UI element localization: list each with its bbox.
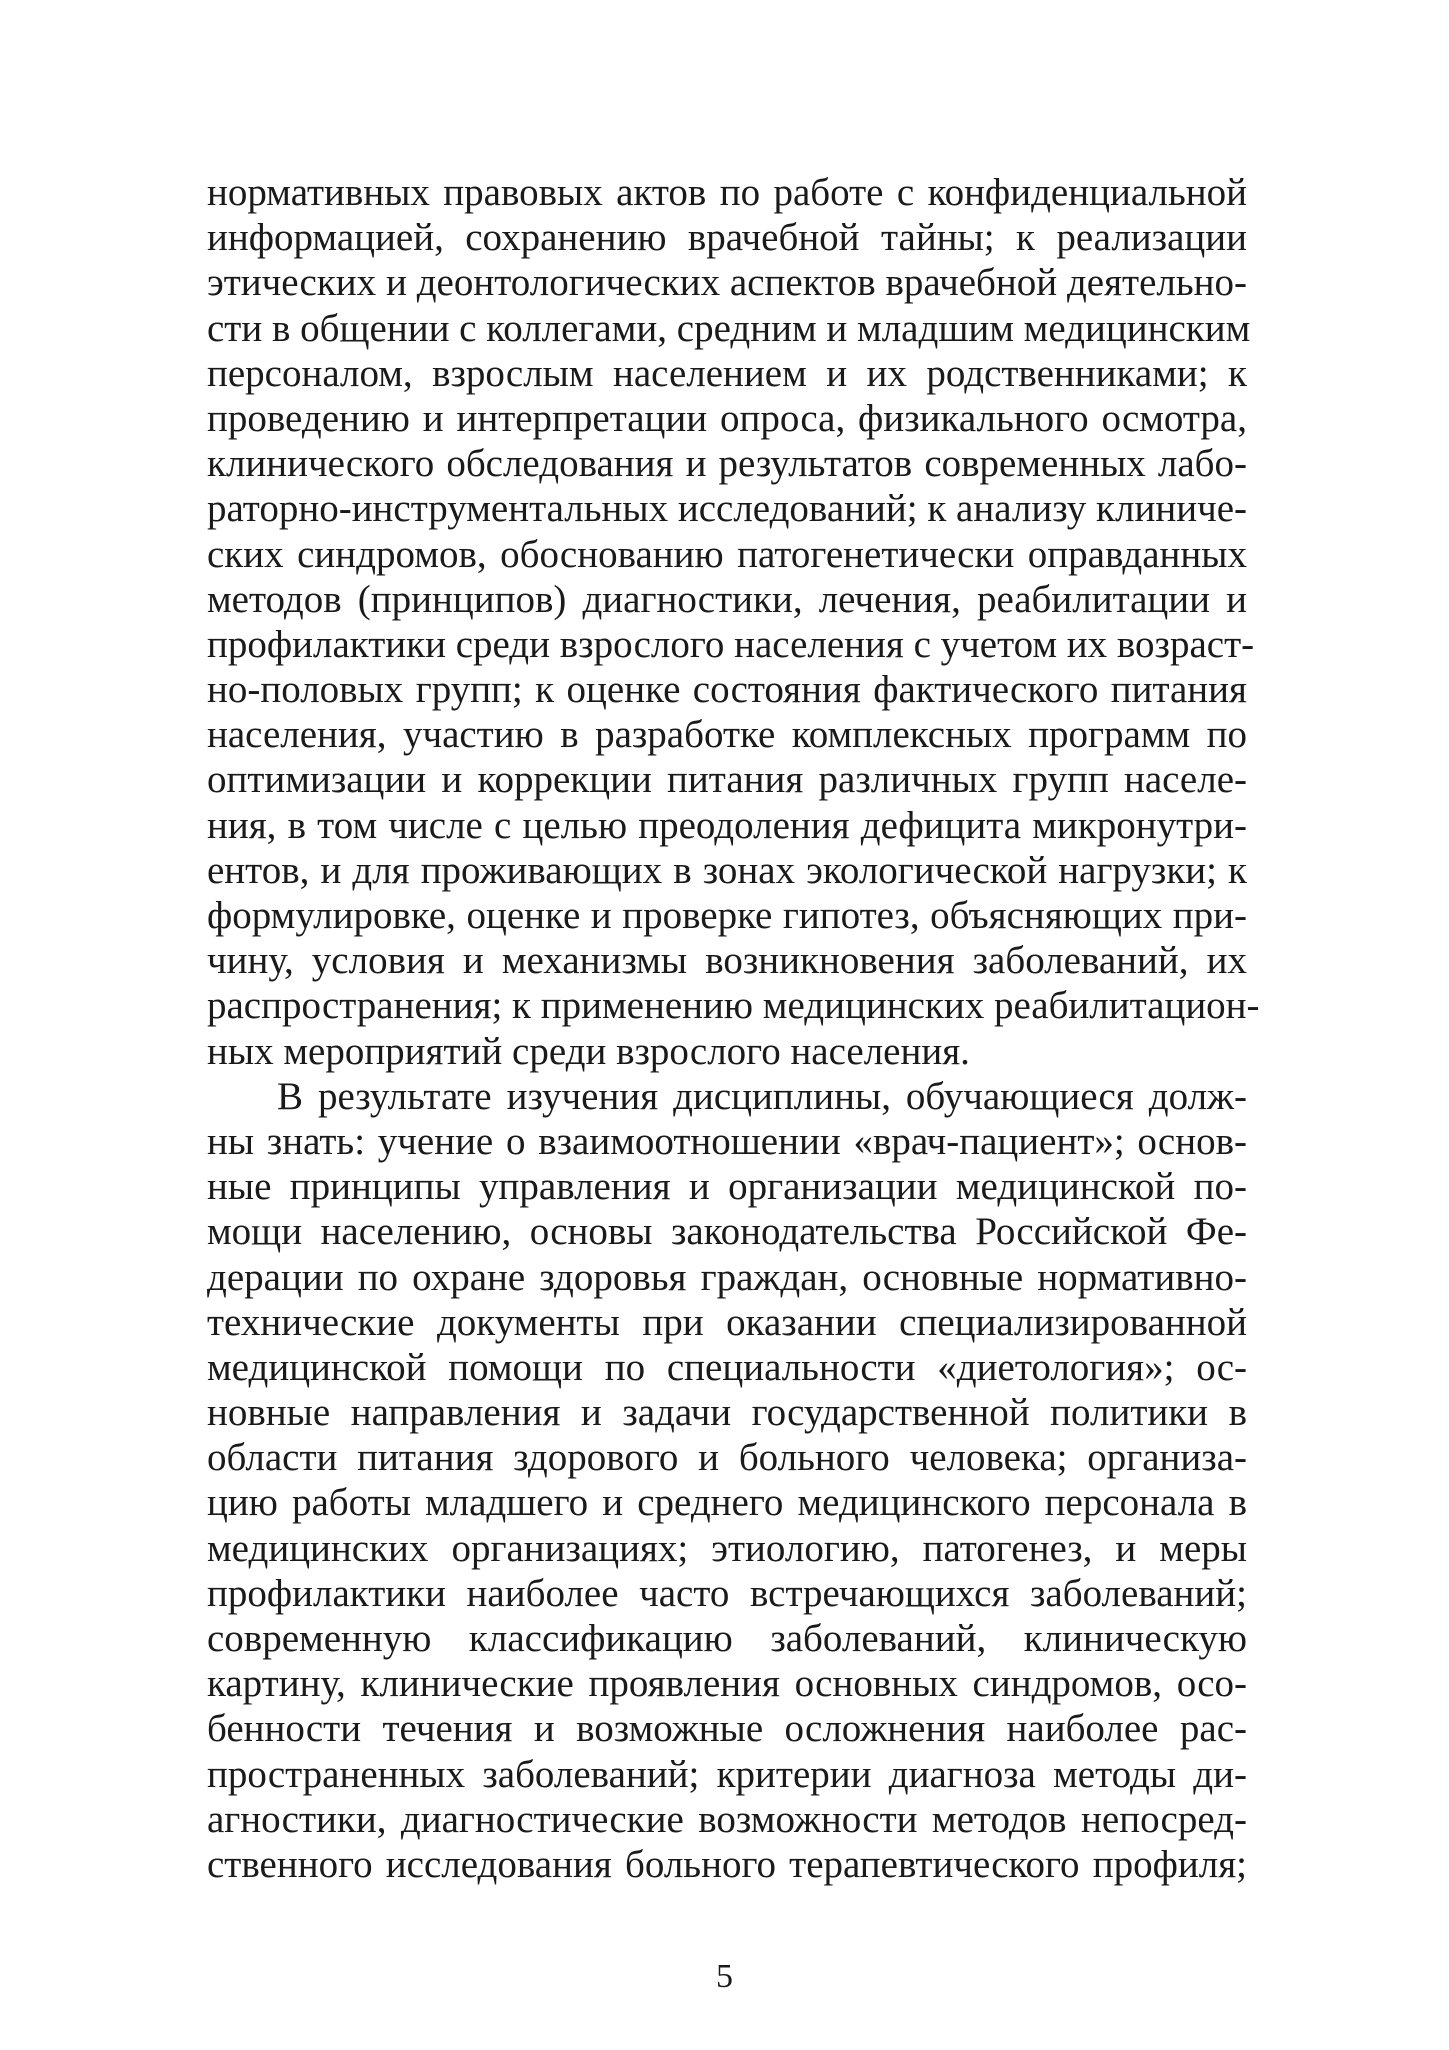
- text-line: агностики, диагностические возможности методов непосред-: [207, 1797, 1247, 1841]
- text-line: ния, в том числе с целью преодоления дефицита микронутри-: [207, 803, 1247, 847]
- text-line: клинического обследования и результатов современных лабо-: [207, 442, 1247, 486]
- text-line: ственного исследования больного терапевтического профиля;: [207, 1842, 1247, 1886]
- text-line: сти в общении с коллегами, средним и младшим медицинским: [207, 306, 1251, 350]
- text-line: методов (принципов) диагностики, лечения, реабилитации и: [207, 577, 1247, 621]
- text-line: картину, клинические проявления основных синдромов, осо-: [207, 1662, 1247, 1706]
- text-line: населения, участию в разработке комплексных программ по: [207, 713, 1247, 757]
- text-line: профилактики среди взрослого населения с учетом их возраст-: [207, 622, 1255, 666]
- text-line: персоналом, взрослым населением и их родственниками; к: [207, 351, 1247, 395]
- text-line: оптимизации и коррекции питания различных групп населе-: [207, 758, 1247, 802]
- text-line: формулировке, оценке и проверке гипотез, объясняющих при-: [207, 894, 1247, 937]
- text-line: новные направления и задачи государственной политики в: [207, 1391, 1247, 1435]
- text-line: медицинской помощи по специальности «диетология»; ос-: [207, 1345, 1247, 1389]
- paragraph: [207, 170, 1260, 1074]
- text-line: ны знать: учение о взаимоотношении «врач-пациент»; основ-: [207, 1119, 1247, 1163]
- text-line: распространения; к применению медицинских реабилитацион-: [207, 984, 1260, 1028]
- text-line: ные принципы управления и организации медицинской по-: [207, 1165, 1247, 1209]
- text-line: профилактики наиболее часто встречающихся заболеваний;: [207, 1571, 1247, 1615]
- body-text: [207, 170, 1260, 1887]
- page-number: 5: [716, 1958, 733, 1995]
- text-line: ских синдромов, обоснованию патогенетически оправданных: [207, 532, 1247, 576]
- text-line: В результате изучения дисциплины, обучающиеся долж-: [277, 1074, 1247, 1118]
- text-line: ентов, и для проживающих в зонах экологической нагрузки; к: [207, 848, 1247, 892]
- text-line: мощи населению, основы законодательства Российской Фе-: [207, 1210, 1247, 1254]
- text-line: дерации по охране здоровья граждан, основные нормативно-: [207, 1255, 1247, 1299]
- paragraph: [207, 1074, 1247, 1887]
- text-line: нормативных правовых актов по работе с конфиденциальной: [207, 171, 1247, 214]
- text-line: проведению и интерпретации опроса, физикального осмотра,: [207, 396, 1247, 440]
- text-line: этических и деонтологических аспектов врачебной деятельно-: [207, 261, 1247, 305]
- text-line: пространенных заболеваний; критерии диагноза методы ди-: [207, 1752, 1247, 1796]
- text-line: области питания здорового и больного человека; организа-: [207, 1436, 1247, 1480]
- text-line: чину, условия и механизмы возникновения заболеваний, их: [207, 939, 1247, 983]
- text-line: бенности течения и возможные осложнения наиболее рас-: [207, 1707, 1247, 1751]
- text-line: но-половых групп; к оценке состояния фактического питания: [207, 668, 1247, 712]
- text-line: современную классификацию заболеваний, клиническую: [207, 1617, 1247, 1660]
- text-line: информацией, сохранению врачебной тайны; к реализации: [207, 216, 1247, 260]
- text-line: ных мероприятий среди взрослого населения.: [207, 1029, 970, 1073]
- text-line: раторно-инструментальных исследований; к анализу клиниче-: [207, 487, 1247, 531]
- text-line: технические документы при оказании специализированной: [207, 1300, 1247, 1344]
- text-line: медицинских организациях; этиологию, патогенез, и меры: [207, 1526, 1247, 1570]
- text-line: цию работы младшего и среднего медицинского персонала в: [207, 1481, 1247, 1525]
